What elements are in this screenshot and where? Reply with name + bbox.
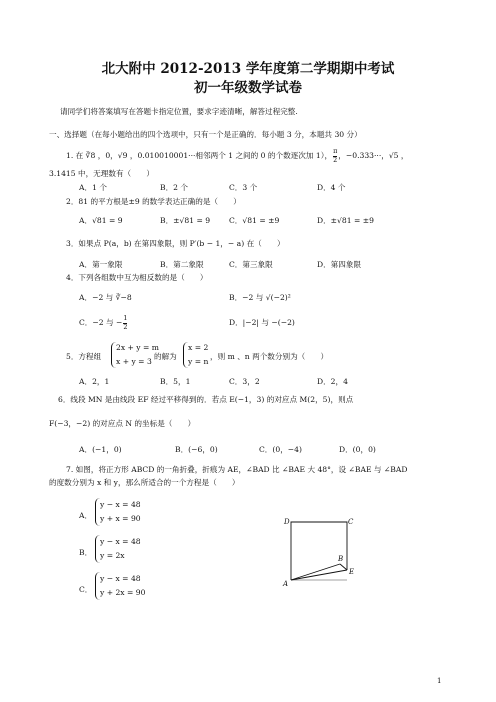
folded-edge-BE (340, 564, 347, 570)
vertex-label-d: D (284, 518, 290, 526)
q3-option-d[interactable]: D．第四象限 (317, 260, 362, 269)
q5-sol2: y = n (188, 357, 209, 366)
q7-b-eq2: y = 2x (100, 551, 125, 560)
vertex-label-a: A (283, 580, 289, 588)
q5-option-d[interactable]: D．2，4 (317, 377, 348, 386)
q7-c-eq2: y + 2x = 90 (100, 588, 146, 597)
q2-option-d[interactable]: D．±√81 = ±9 (317, 216, 374, 225)
q5-option-b[interactable]: B．5，1 (160, 377, 191, 386)
q7-a-eq2: y + x = 90 (100, 514, 141, 523)
q7-b-eq1: y − x = 48 (100, 537, 141, 546)
q5-mid: 的解为 (154, 352, 177, 361)
q7-option-a-system (95, 498, 159, 526)
q7-option-a[interactable] (79, 512, 92, 520)
instructions: 请同学们将答案填写在答题卡指定位置，要求字迹清晰，解答过程完整. (60, 107, 298, 116)
q2-option-a[interactable]: A．√81 = 9 (79, 216, 123, 225)
fraction-denominator: 2 (123, 323, 128, 332)
q3-option-a[interactable]: A．第一象限 (79, 260, 123, 269)
q7-c-eq1: y − x = 48 (100, 574, 141, 583)
vertex-label-c: C (348, 518, 354, 526)
exam-title: 北大附中 2012-2013 学年度第二学期期中考试 (101, 61, 395, 77)
question-6-stem-cont: F(−3，−2) 的对应点 N 的坐标是（ ） (49, 419, 196, 428)
q2-option-c[interactable]: C．√81 = ±9 (229, 216, 280, 225)
q4-option-c[interactable] (79, 315, 128, 331)
q5-eq1: 2x + y = m (116, 343, 159, 352)
q2-option-b[interactable]: B．±√81 = 9 (160, 216, 211, 225)
q1-option-b[interactable]: B．2 个 (160, 183, 189, 192)
q7-option-c-label: C． (79, 585, 93, 594)
q4-option-d[interactable]: D．|−2| 与 −(−2) (229, 318, 295, 327)
folded-square-figure (281, 514, 361, 590)
q5-pre: 5．方程组 (66, 352, 102, 361)
page-number: 1 (437, 677, 442, 685)
question-1-stem (66, 148, 409, 164)
q5-sol1: x = 2 (188, 343, 209, 352)
q5-post: ，则 m 、n 两个数分别为（ ） (210, 352, 329, 361)
fraction-denominator: 2 (333, 156, 338, 165)
q7-option-c[interactable] (79, 586, 92, 594)
q7-option-b-system (95, 535, 159, 563)
q1-option-c[interactable]: C．3 个 (229, 183, 258, 192)
q7-option-a-label: A． (79, 511, 93, 520)
vertex-label-b: B (338, 555, 344, 563)
q7-option-b[interactable] (79, 549, 92, 557)
vertex-label-e: E (349, 568, 355, 576)
question-1-stem-cont: 3.1415 中，无理数有（ ） (49, 169, 154, 178)
one-half-fraction (123, 315, 127, 331)
pi-over-2-fraction (333, 148, 337, 164)
q6-option-a[interactable]: A．(−1，0) (79, 445, 122, 454)
q5-option-c[interactable]: C．3，2 (229, 377, 260, 386)
q6-option-b[interactable]: B．(−6，0) (175, 445, 218, 454)
folded-edge-AB (291, 564, 340, 580)
section-heading: 一、选择题（在每小题给出的四个选项中，只有一个是正确的．每小题 3 分，本题共 30 分） (49, 130, 362, 139)
q1-option-a[interactable]: A．1 个 (79, 183, 107, 192)
question-3-stem: 3．如果点 P(a，b) 在第四象限，则 P′(b − 1，− a) 在（ ） (66, 239, 285, 248)
question-6-stem: 6．线段 MN 是由线段 EF 经过平移得到的．若点 E(−1，3) 的对应点 M(2，5)，则点 (58, 395, 354, 404)
q1-option-d[interactable]: D．4 个 (317, 183, 346, 192)
q1-text-a: 1. 在 ∛8 ，0，√9 ，0.010010001···相邻两个 1 之间的 0 的个数逐次加 1）， (66, 151, 333, 161)
fraction-numerator: π (333, 147, 338, 155)
q4-option-c-text: C．−2 与 − (79, 318, 123, 328)
q7-option-b-label: B． (79, 548, 93, 557)
q7-option-c-system (95, 572, 163, 600)
question-7-stem: 7. 如图，将正方形 ABCD 的一角折叠，折痕为 AE，∠BAD 比 ∠BAE 大 48°，设 ∠BAE 与 ∠BAD (66, 465, 408, 474)
q6-option-d[interactable]: D．(0，0) (339, 445, 376, 454)
q4-option-a[interactable]: A．−2 与 ∛−8 (79, 293, 132, 302)
q4-option-b[interactable]: B．−2 与 √(−2)² (229, 293, 291, 302)
q5-option-a[interactable]: A．2，1 (79, 377, 110, 386)
q3-option-b[interactable]: B．第二象限 (160, 260, 204, 269)
fold-crease-AE (291, 570, 347, 580)
q7-a-eq1: y − x = 48 (100, 500, 141, 509)
question-7-stem-cont: 的度数分别为 x 和 y，那么所适合的一个方程是（ ） (49, 478, 240, 487)
question-4-stem: 4．下列各组数中互为相反数的是（ ） (66, 273, 208, 282)
q6-option-c[interactable]: C．(0，−4) (259, 445, 302, 454)
q5-eq2: x + y = 3 (116, 357, 152, 366)
question-2-stem: 2．81 的平方根是±9 的数学表达正确的是（ ） (66, 197, 241, 206)
q1-text-b: ，−0.333···，√5 ， (338, 151, 409, 161)
exam-subtitle: 初一年级数学试卷 (194, 80, 302, 96)
fraction-numerator: 1 (123, 314, 128, 322)
q3-option-c[interactable]: C．第三象限 (229, 260, 273, 269)
